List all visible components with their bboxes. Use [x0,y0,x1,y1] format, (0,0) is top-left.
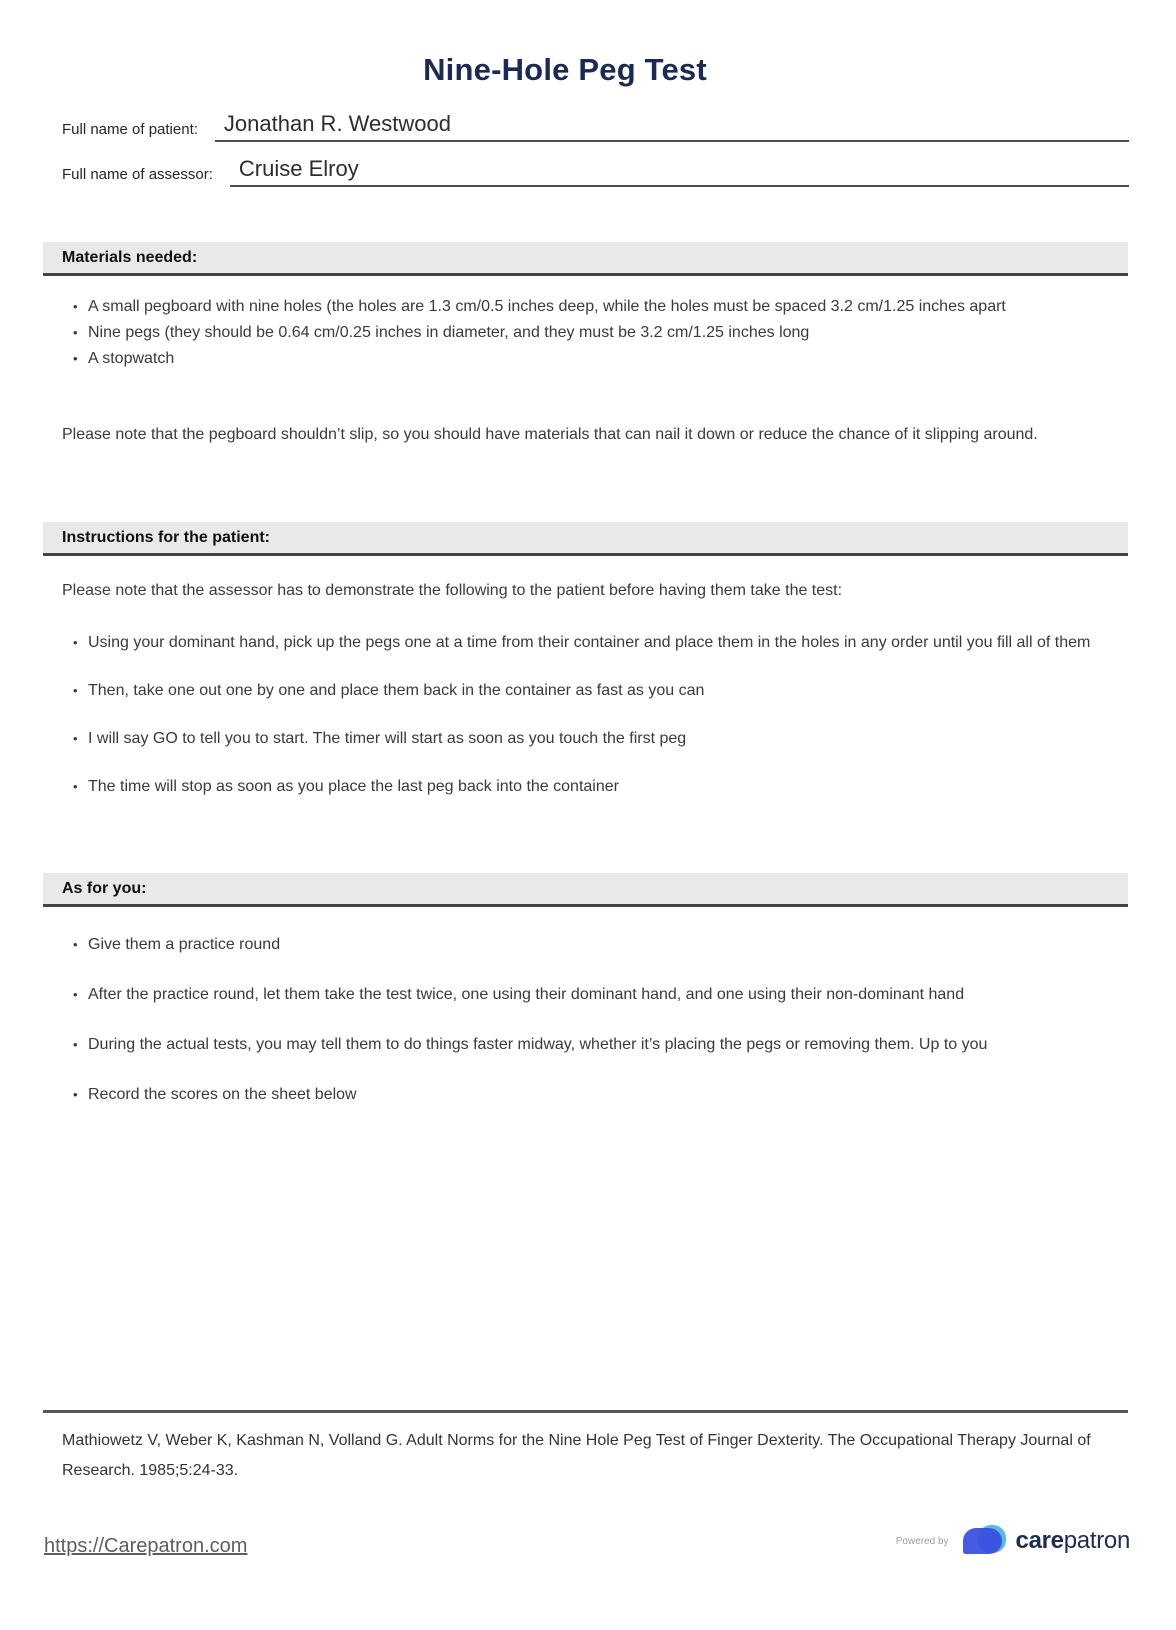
list-item: • Then, take one out one by one and place them back in the container as fast as you can [73,678,1100,704]
list-item: • A small pegboard with nine holes (the holes are 1.3 cm/0.5 inches deep, while the holes must be spaced 3.2 cm/1.25 inches apart [73,294,1100,320]
list-item: • Using your dominant hand, pick up the pegs one at a time from their container and place them in the holes in any order until you fill all of them [73,630,1100,656]
patient-name-label: Full name of patient: [62,121,198,138]
materials-list [43,294,1100,372]
carepatron-logo-icon [961,1520,1007,1562]
instructions-list [43,630,1100,822]
instructions-intro: Please note that the assessor has to demonstrate the following to the patient before having them take the test: [62,582,843,599]
materials-note: Please note that the pegboard shouldn’t slip, so you should have materials that can nail it down or reduce the chance of it slipping around. [62,426,1038,443]
reference-divider [43,1410,1128,1413]
list-item: • A stopwatch [73,346,1100,372]
list-item: • Record the scores on the sheet below [73,1082,1100,1108]
assessor-name-label: Full name of assessor: [62,166,213,183]
reference-text: Mathiowetz V, Weber K, Kashman N, Volland G. Adult Norms for the Nine Hole Peg Test of Finger Dexterity. The Occupational Therapy Journal of Research. 1985;5:24-33. [62,1432,1091,1479]
section-header-as-for-you: As for you: [43,873,1128,907]
powered-by-badge [896,1520,1130,1562]
list-item: • During the actual tests, you may tell them to do things faster midway, whether it’s placing the pegs or removing them. Up to you [73,1032,1100,1058]
patient-name-field[interactable]: Jonathan R. Westwood [215,111,1129,142]
list-item: • After the practice round, let them take the test twice, one using their dominant hand, and one using their non-dominant hand [73,982,1100,1008]
assessor-name-row [62,145,1129,187]
list-item: • Give them a practice round [73,932,1100,958]
carepatron-link[interactable]: https://Carepatron.com [44,1535,248,1557]
list-item: • Nine pegs (they should be 0.64 cm/0.25 inches in diameter, and they must be 3.2 cm/1.25 inches long [73,320,1100,346]
section-header-materials: Materials needed: [43,242,1128,276]
list-item: • The time will stop as soon as you place the last peg back into the container [73,774,1100,800]
brand-patron: patron [1063,1527,1130,1554]
list-item: • I will say GO to tell you to start. The timer will start as soon as you touch the first peg [73,726,1100,752]
patient-name-row [62,100,1129,142]
assessor-name-field[interactable]: Cruise Elroy [230,156,1129,187]
assessor-tasks-list [43,932,1100,1132]
powered-by-label: Powered by [895,1535,949,1547]
section-header-instructions: Instructions for the patient: [43,522,1128,556]
brand-care: care [1015,1527,1064,1554]
page-title: Nine-Hole Peg Test [423,52,707,87]
carepatron-wordmark [1016,1527,1130,1555]
